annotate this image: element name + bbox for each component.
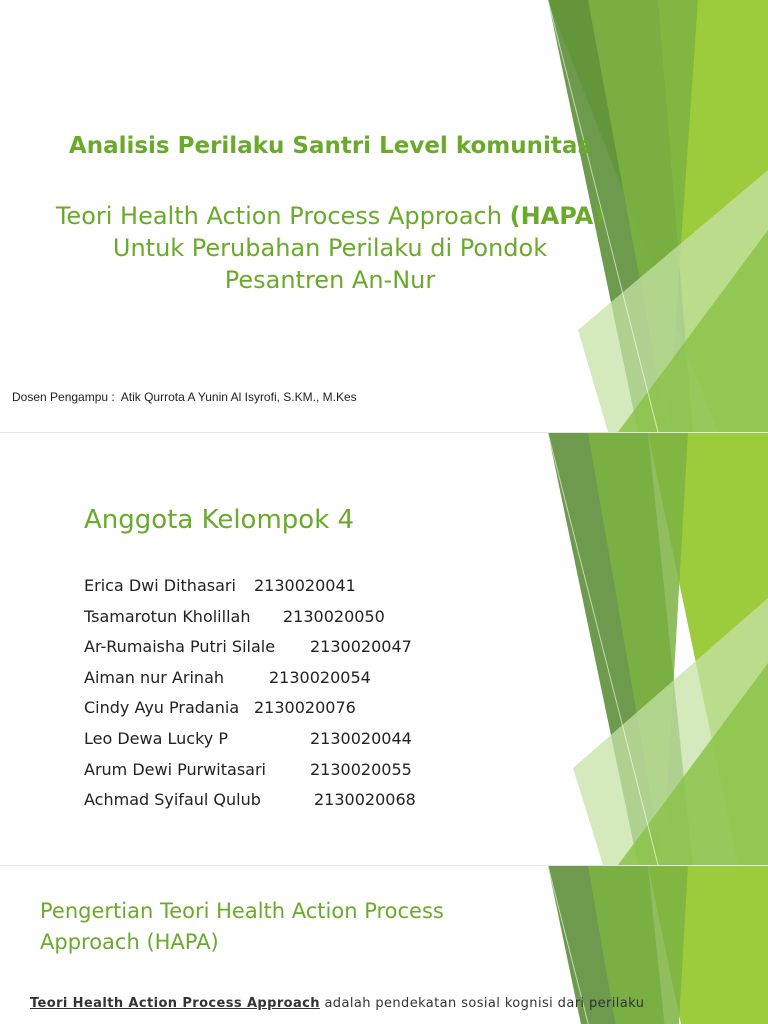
lecturer-label: Dosen Pengampu : (12, 390, 115, 404)
member-item (84, 724, 412, 755)
lecturer-line (12, 390, 357, 404)
member-nim: 2130020076 (254, 698, 356, 718)
definition-text: adalah pendekatan sosial kognisi dari perilaku (319, 996, 645, 1011)
members-slide (0, 433, 768, 865)
member-name: Erica Dwi Dithasari (84, 576, 236, 595)
member-nim: 2130020068 (314, 790, 416, 810)
member-item (84, 693, 356, 724)
member-name: Ar-Rumaisha Putri Silale (84, 637, 276, 657)
subtitle-line-2: Untuk Perubahan Perilaku di Pondok (112, 234, 548, 262)
member-name: Tsamarotun Kholillah (84, 606, 251, 626)
member-item (84, 785, 416, 816)
slide-subtitle (30, 200, 630, 296)
hapa-acronym: (HAPA) (509, 202, 605, 230)
member-name: Arum Dewi Purwitasari (84, 759, 266, 779)
member-nim: 2130020041 (254, 576, 356, 595)
slide-title: Analisis Perilaku Santri Level komunitas (68, 133, 592, 159)
member-name: Aiman nur Arinah (84, 667, 225, 687)
member-item (84, 755, 412, 786)
member-name: Cindy Ayu Pradania (84, 698, 240, 718)
definition-heading: Pengertian Teori Health Action Process Approach (HAPA) (40, 899, 444, 954)
lecturer-name: Atik Qurrota A Yunin Al Isyrofi, S.KM., M.Kes (120, 390, 357, 404)
definition-term: Teori Health Action Process Approach (30, 996, 320, 1011)
member-name: Leo Dewa Lucky P (84, 728, 228, 748)
subtitle-line-1: Teori Health Action Process Approach (HAPA) (55, 202, 605, 230)
member-nim: 2130020044 (310, 728, 412, 748)
definition-body (30, 996, 645, 1011)
green-triangles-decoration (548, 433, 768, 865)
member-item (84, 571, 356, 602)
member-nim: 2130020047 (310, 637, 412, 657)
member-nim: 2130020050 (283, 606, 385, 626)
members-heading: Anggota Kelompok 4 (84, 505, 355, 535)
subtitle-line-3: Pesantren An-Nur (224, 266, 436, 294)
member-list (84, 571, 416, 816)
member-item (84, 632, 412, 663)
member-item (84, 663, 371, 694)
member-nim: 2130020054 (269, 667, 371, 687)
member-name: Achmad Syifaul Qulub (84, 790, 261, 810)
title-slide (0, 0, 768, 432)
member-item (84, 602, 385, 633)
member-nim: 2130020055 (310, 759, 412, 779)
definition-slide (0, 866, 768, 1024)
